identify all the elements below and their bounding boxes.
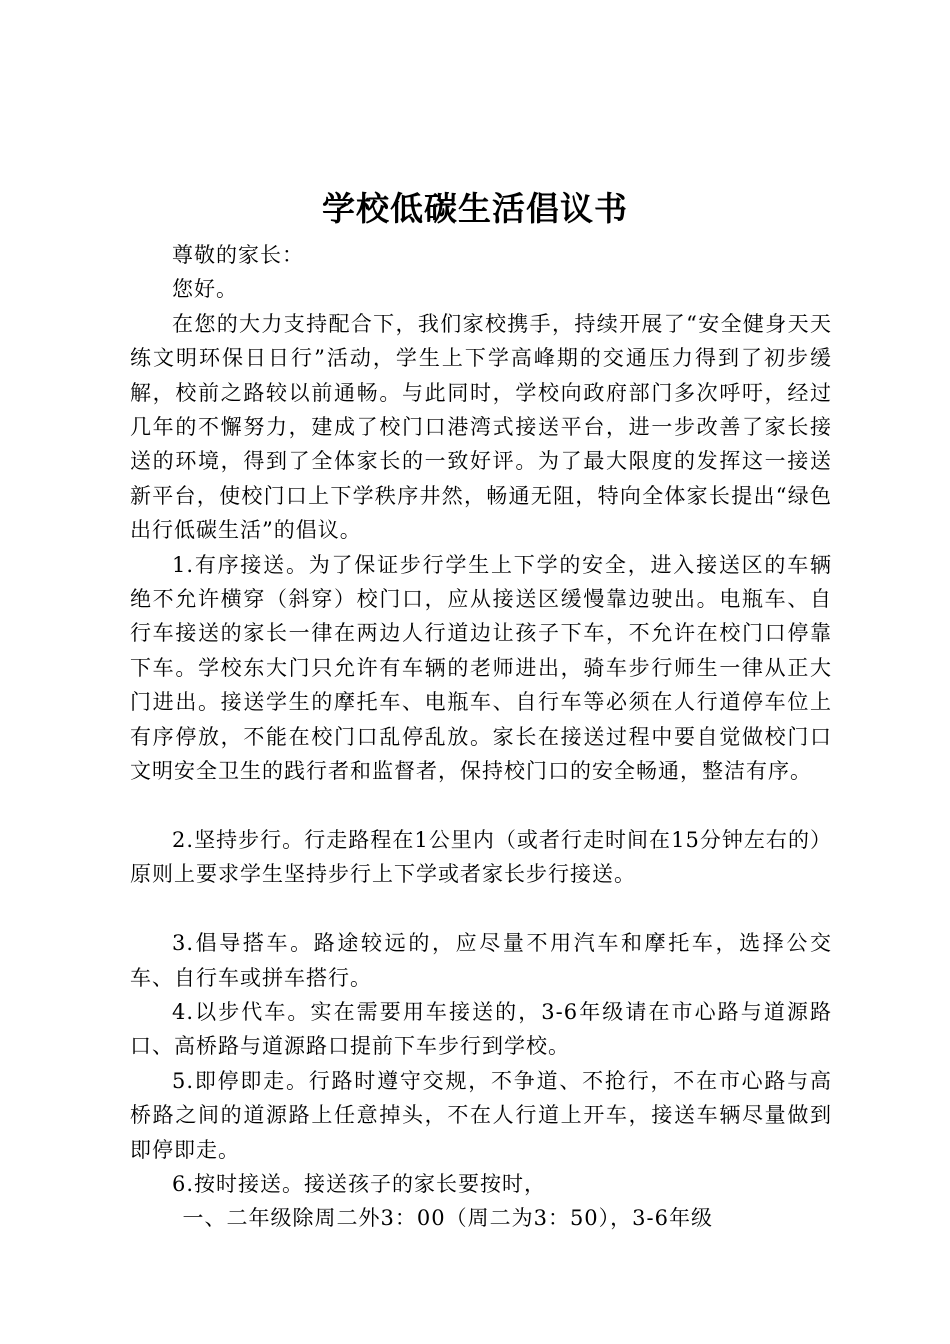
item-paragraph-6: 6.按时接送。接送孩子的家长要按时， [172, 1171, 547, 1196]
item-paragraph-3: 3.倡导搭车。路途较远的，应尽量不用汽车和摩托车，选择公交车、自行车或拼车搭行。 [130, 931, 832, 990]
item-paragraph-1: 1.有序接送。为了保证步行学生上下学的安全，进入接送区的车辆绝不允许横穿（斜穿）校门口，应从接送区缓慢靠边驶出。电瓶车、自行车接送的家长一律在两边人行道边让孩子下车，不允许在校门口停靠下车。学校东大门只允许有车辆的老师进出，骑车步行师生一律从正大门进出。接送学生的摩托车、电瓶车、自行车等必须在人行道停车位上有序停放，不能在校门口乱停乱放。家长在接送过程中要自觉做校门口文明安全卫生的践行者和监督者，保持校门口的安全畅通，整洁有序。 [130, 552, 832, 784]
intro-paragraph: 在您的大力支持配合下，我们家校携手，持续开展了“安全健身天天练文明环保日日行”活动，学生上下学高峰期的交通压力得到了初步缓解，校前之路较以前通畅。与此同时，学校向政府部门多次呼吁，经过几年的不懈努力，建成了校门口港湾式接送平台，进一步改善了家长接送的环境，得到了全体家长的一致好评。为了最大限度的发挥这一接送新平台，使校门口上下学秩序井然，畅通无阻，特向全体家长提出“绿色出行低碳生活”的倡议。 [130, 311, 832, 543]
item-paragraph-2: 2.坚持步行。行走路程在1公里内（或者行走时间在15分钟左右的）原则上要求学生坚持步行上下学或者家长步行接送。 [130, 827, 832, 887]
document-title: 学校低碳生活倡议书 [322, 189, 628, 228]
greeting: 您好。 [172, 277, 238, 302]
last-line: 一、二年级除周二外3：00（周二为3：50），3-6年级 [182, 1206, 713, 1231]
item-paragraph-5: 5.即停即走。行路时遵守交规，不争道、不抢行，不在市心路与高桥路之间的道源路上任意掉头，不在人行道上开车，接送车辆尽量做到即停即走。 [130, 1068, 832, 1162]
document-body [130, 238, 832, 1236]
item-paragraph-4: 4.以步代车。实在需要用车接送的，3-6年级请在市心路与道源路口、高桥路与道源路口提前下车步行到学校。 [130, 999, 832, 1059]
salutation: 尊敬的家长： [172, 243, 304, 267]
